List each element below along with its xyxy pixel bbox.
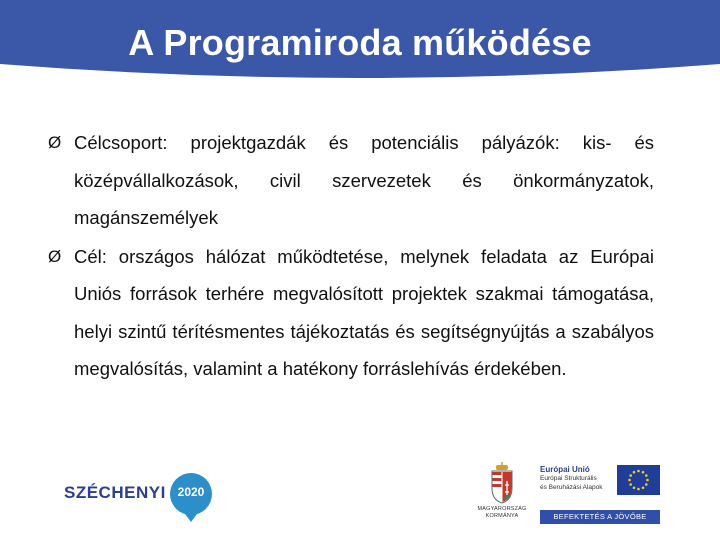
eu-slogan-banner: BEFEKTETÉS A JÖVŐBE [540,510,660,524]
arrow-bullet-icon: Ø [48,246,62,266]
eu-flag-icon [617,465,660,495]
arrow-bullet-icon: Ø [48,133,62,152]
bullet-text: Célcsoport: projektgazdák és potenciális pályázók: kis- és középvállalkozások, civil szervezetek és önkormányzatok, magánszemélyek [74,132,654,228]
bullet-text: Cél: országos hálózat működtetése, melynek feladata az Európai Uniós források terhére megvalósított projektek szakmai támogatása, helyi szintű térítésmentes tájékoztatás és segítségnyújtás a szabályos megvalósítás, valamint a hatékony forráslehívás érdekében. [74,245,654,379]
coat-of-arms-icon [474,462,530,506]
government-crest-logo [474,462,530,526]
logo-strip [0,458,720,528]
content-body [48,124,654,389]
eu-stars-icon [617,465,660,495]
crest-caption [474,506,530,519]
bullet-goal [48,238,654,388]
eu-text-block [540,465,612,492]
szechenyi-2020-logo [64,466,214,522]
crest-line-1: MAGYARORSZÁG [477,506,527,512]
title-banner [0,0,720,82]
logo-circle [170,473,212,515]
page-title: A Programiroda működése [128,22,592,63]
szechenyi-wordmark: SZÉCHENYI [64,483,166,502]
eu-funds-logo [540,465,660,525]
logo-year: 2020 [177,485,205,499]
eu-subtitle-2: és Beruházási Alapok [540,483,603,491]
crest-line-2: KORMÁNYA [485,512,519,519]
bullet-target-group [48,124,654,237]
eu-subtitle-1: Európai Strukturális [540,475,597,482]
eu-title: Európai Unió [540,465,590,474]
